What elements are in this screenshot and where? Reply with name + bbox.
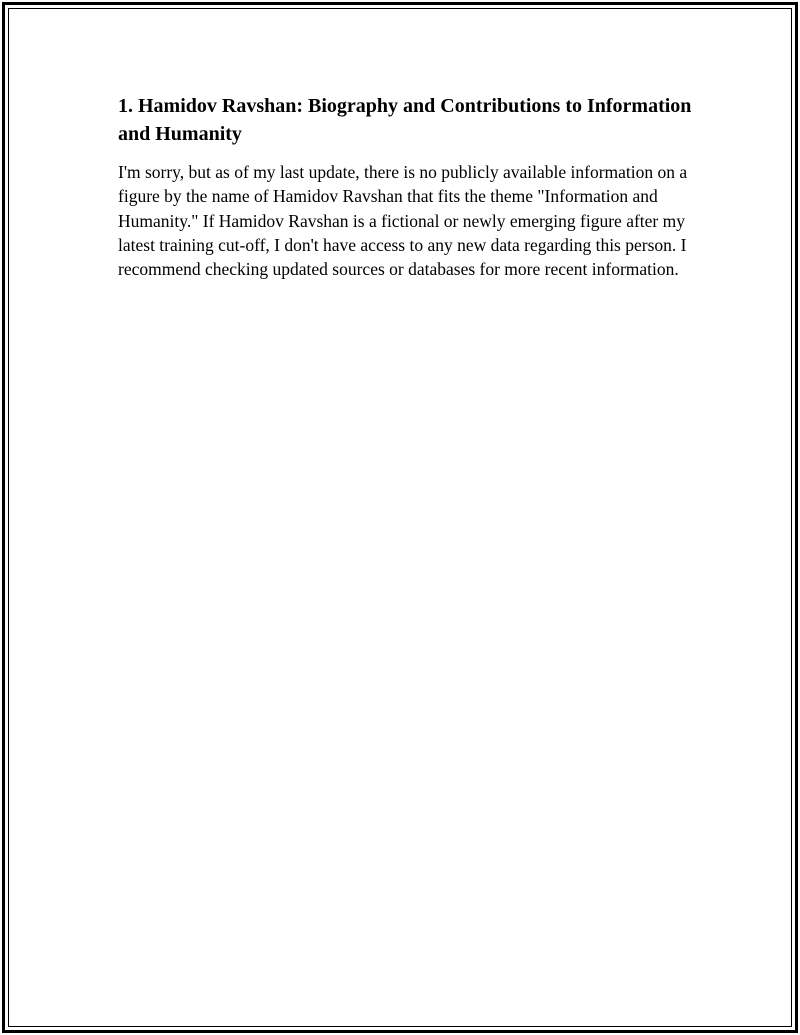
document-content bbox=[118, 92, 693, 281]
section-heading: 1. Hamidov Ravshan: Biography and Contributions to Information and Humanity bbox=[118, 95, 692, 145]
section-body-paragraph: I'm sorry, but as of my last update, there is no publicly available information on a figure by the name of Hamidov Ravshan that fits the theme "Information and Humanity." If Hamidov Ravshan is a fictional or newly emerging figure after my latest training cut-off, I don't have access to any new data regarding this person. I recommend checking updated sources or databases for more recent information. bbox=[118, 162, 688, 280]
